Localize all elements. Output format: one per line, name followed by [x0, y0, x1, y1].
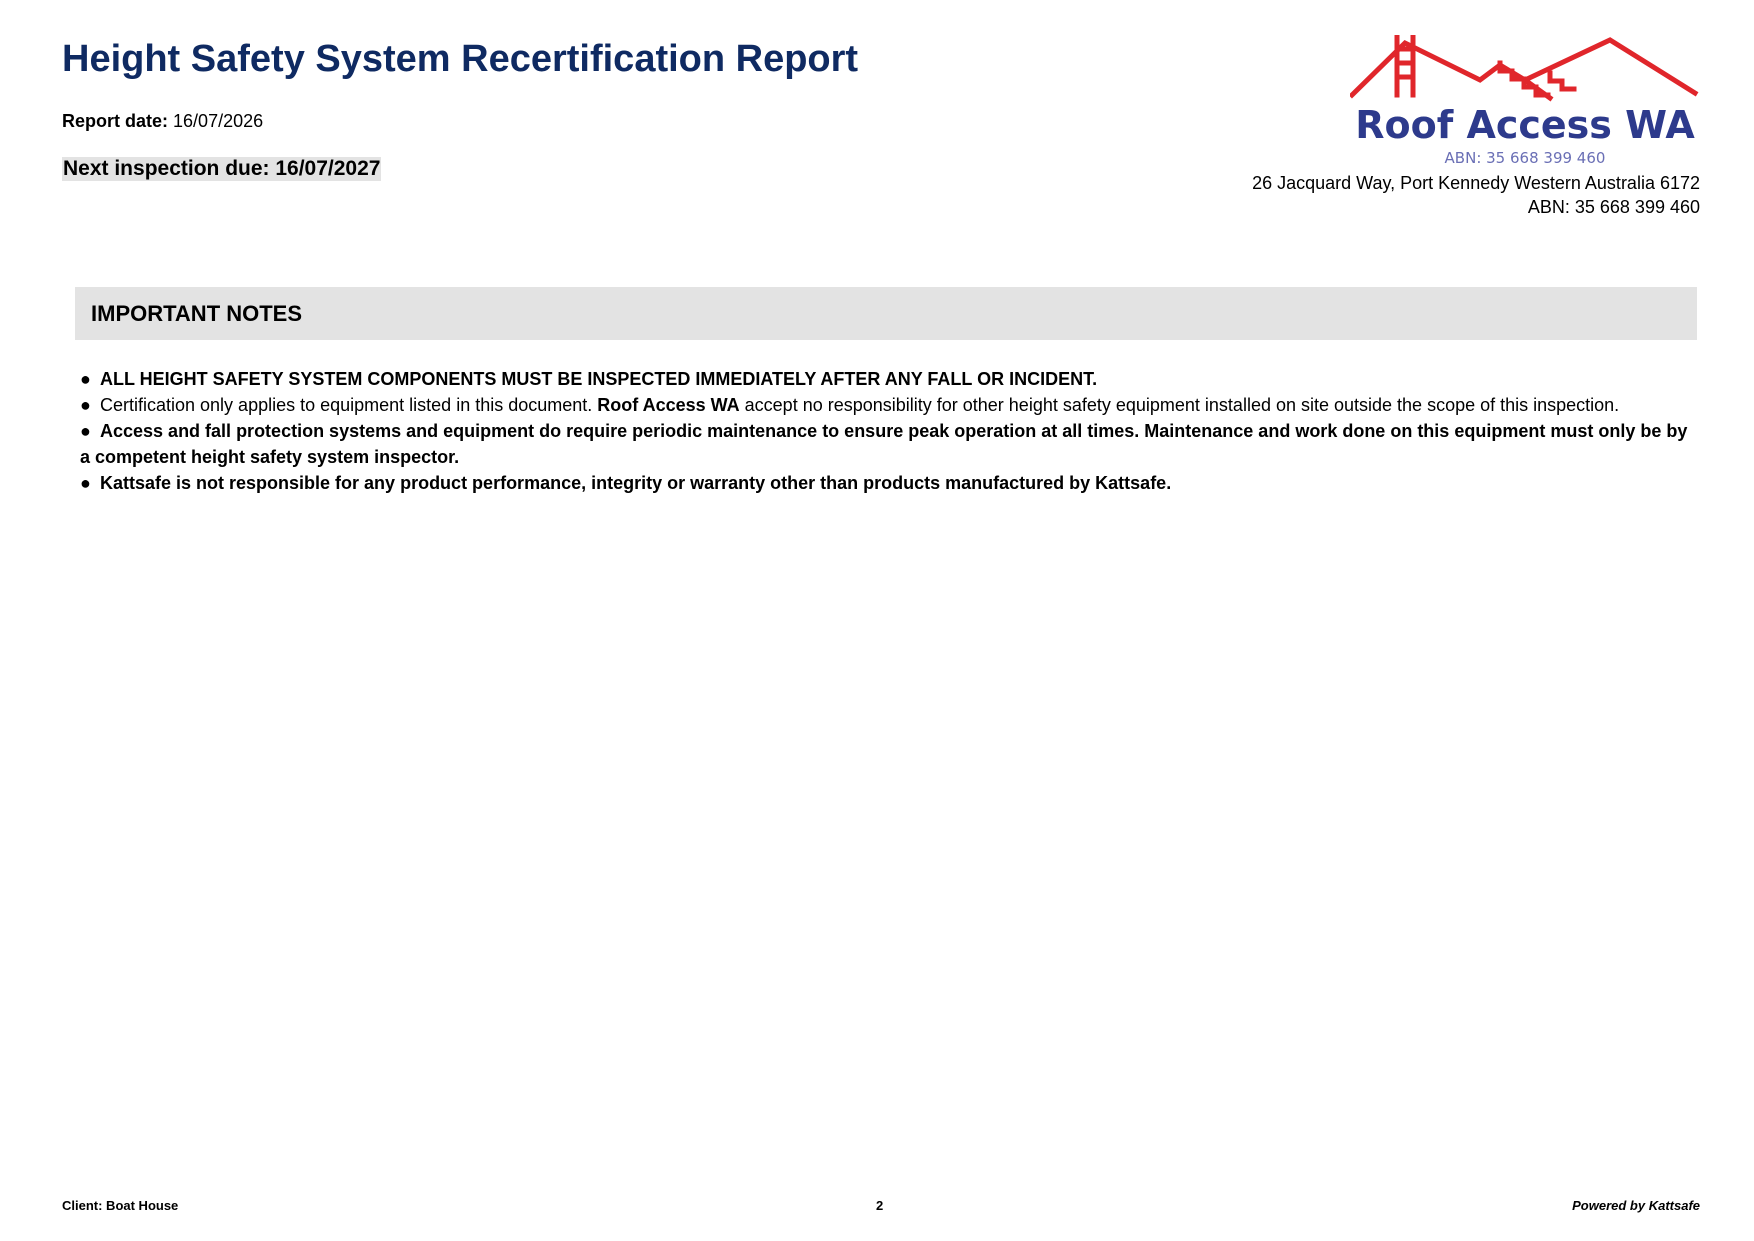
bullet-icon: ● — [80, 473, 91, 493]
footer-client: Client: Boat House — [62, 1198, 179, 1213]
logo-company-name: Roof Access WA — [1355, 103, 1695, 147]
report-date-label: Report date: — [62, 111, 169, 131]
note-text: Certification only applies to equipment listed in this document. — [100, 395, 598, 415]
important-notes-list — [80, 366, 1698, 496]
note-item — [80, 470, 1698, 496]
page-title: Height Safety System Recertification Report — [62, 38, 859, 80]
footer-page-number: 2 — [876, 1198, 884, 1213]
roof-ladder-icon — [1352, 37, 1695, 98]
logo-abn: ABN: 35 668 399 460 — [1444, 149, 1606, 167]
note-item — [80, 366, 1698, 392]
footer-powered-by: Powered by Kattsafe — [1572, 1198, 1700, 1213]
note-text: ALL HEIGHT SAFETY SYSTEM COMPONENTS MUST BE INSPECTED IMMEDIATELY AFTER ANY FALL OR INCIDENT. — [100, 369, 1098, 389]
report-date-value: 16/07/2026 — [173, 111, 264, 131]
bullet-icon: ● — [80, 369, 91, 389]
note-text: Kattsafe is not responsible for any product performance, integrity or warranty other than products manufactured by Kattsafe. — [100, 473, 1172, 493]
note-company-name: Roof Access WA — [597, 395, 740, 415]
important-notes-heading: IMPORTANT NOTES — [75, 287, 1697, 340]
note-text: accept no responsibility for other height safety equipment installed on site outside the scope of this inspection. — [739, 395, 1620, 415]
bullet-icon: ● — [80, 395, 91, 415]
company-address: 26 Jacquard Way, Port Kennedy Western Australia 6172 — [1252, 173, 1700, 193]
note-item — [80, 392, 1698, 418]
report-date — [62, 111, 263, 132]
company-abn: ABN: 35 668 399 460 — [1527, 197, 1700, 217]
note-item — [80, 418, 1698, 470]
bullet-icon: ● — [80, 421, 91, 441]
company-logo — [1350, 35, 1700, 170]
next-inspection-due: Next inspection due: 16/07/2027 — [63, 157, 381, 180]
note-text: Access and fall protection systems and equipment do require periodic maintenance to ensure peak operation at all times. Maintenance and work done on this equipment must only be by a competent height safety system inspector. — [80, 421, 1688, 467]
